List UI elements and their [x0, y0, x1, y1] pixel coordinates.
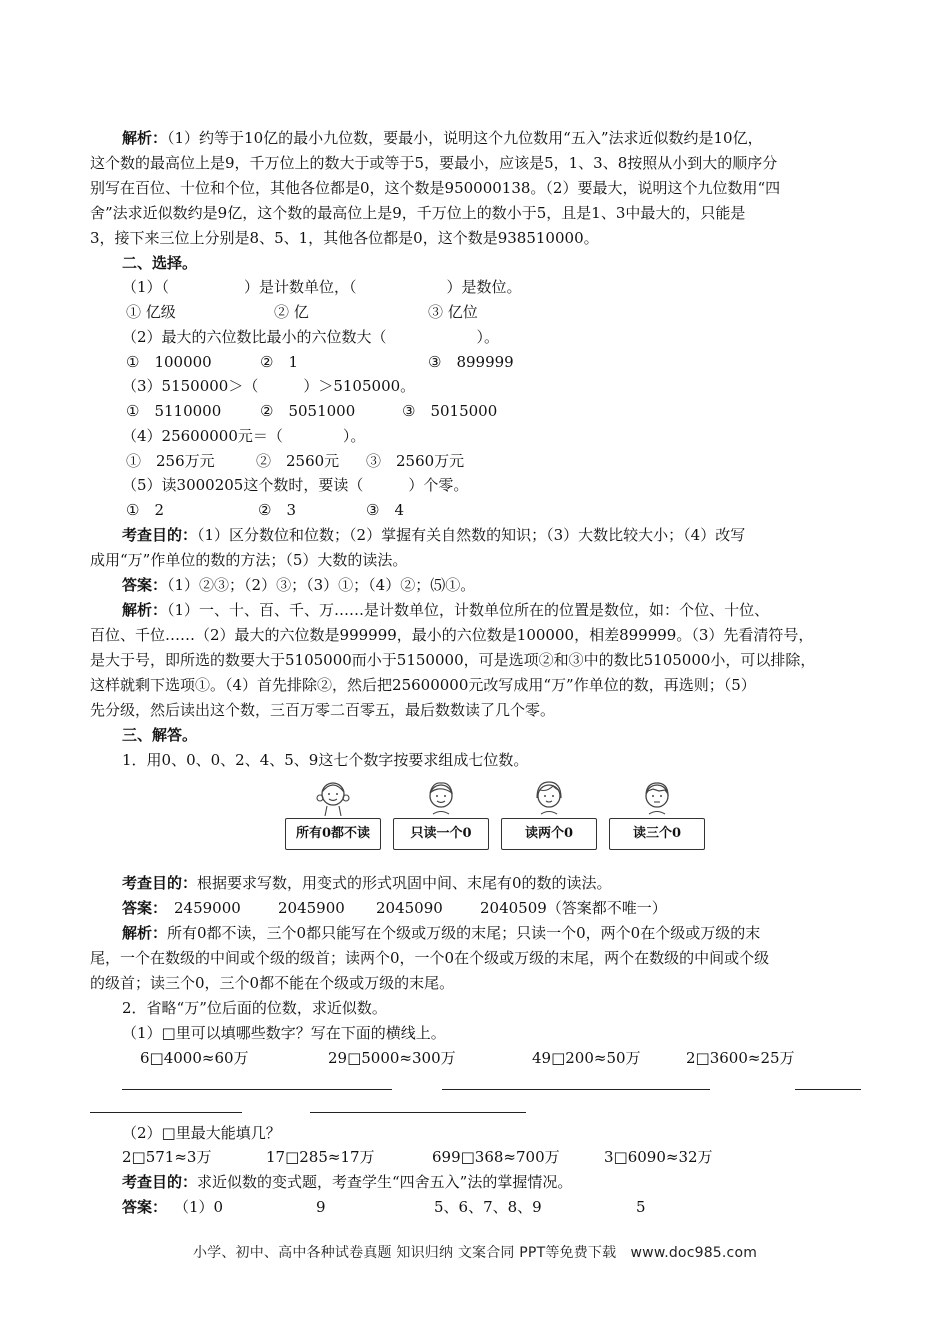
card-label: 读两个0	[501, 818, 597, 850]
option: ③ 2560万元	[366, 452, 465, 470]
sub-question-1: （1）□里可以填哪些数字？写在下面的横线上。	[122, 1024, 446, 1042]
answer-item: 2040509（答案都不唯一）	[480, 899, 667, 917]
option: ② 1	[260, 353, 298, 371]
analysis-label: 解析：	[122, 924, 168, 942]
fill-item: 49□200≈50万	[532, 1049, 641, 1067]
analysis-line: 尾，一个在数级的中间或个级的级首；读两个0，一个0在个级或万级的末尾，两个在数级的中间或个级	[90, 949, 770, 967]
purpose-line: 成用“万”作单位的数的方法；（5）大数的读法。	[90, 551, 408, 569]
option: ① 100000	[126, 353, 212, 371]
boy-face-icon	[423, 776, 459, 816]
answer-blank[interactable]	[90, 1112, 242, 1113]
option: ③ 4	[366, 501, 404, 519]
sub-question-2: （2）□里最大能填几？	[122, 1124, 281, 1142]
question-4: （4）25600000元＝（ ）。	[122, 427, 366, 445]
option: ① 亿级	[126, 303, 176, 321]
question-5: （5）读3000205这个数时，要读（ ）个零。	[122, 476, 469, 494]
section-title: 三、解答。	[122, 726, 198, 744]
fill-item: 2□571≈3万	[122, 1148, 212, 1166]
purpose-label: 考查目的：	[122, 874, 198, 892]
answer-item: 2459000	[174, 899, 241, 917]
answer-line: 答案：（1）②③；（2）③；（3）①；（4）②；⑸①。	[122, 576, 476, 594]
card-boy	[393, 776, 489, 850]
sub-question-1-items	[122, 1046, 862, 1071]
card-label: 所有0都不读	[285, 818, 381, 850]
answer-label: 答案：	[122, 576, 168, 594]
answer-label: 答案：	[122, 899, 168, 917]
option: ③ 899999	[428, 353, 514, 371]
card-man	[609, 776, 705, 850]
fill-item: 6□4000≈60万	[140, 1049, 249, 1067]
analysis-line: 是大于号，即所选的数要大于5105000而小于5150000，可是选项②和③中的数比5105000小，可以排除，	[90, 651, 816, 669]
analysis-label: 解析：	[122, 601, 168, 619]
answer-label: 答案：	[122, 1198, 168, 1216]
child-face-icon	[531, 776, 567, 816]
analysis-line: 舍”法求近似数约是9亿，这个数的最高位上是9，千万位上的数小于5，且是1、3中最大的，只能是	[90, 204, 746, 222]
speech-cards	[285, 776, 705, 850]
option: ③ 5015000	[402, 402, 498, 420]
section-title: 二、选择。	[122, 254, 198, 272]
answer-item: 5	[636, 1198, 646, 1216]
question-2: （2）最大的六位数比最小的六位数大（ ）。	[122, 328, 500, 346]
question-4-options	[122, 449, 862, 474]
purpose-line: 考查目的：根据要求写数，用变式的形式巩固中间、末尾有0的数的读法。	[122, 874, 612, 892]
answer-blank[interactable]	[442, 1089, 710, 1090]
fill-item: 3□6090≈32万	[604, 1148, 713, 1166]
question-3-options	[122, 399, 862, 424]
option: ② 3	[258, 501, 296, 519]
analysis-line: 百位、千位……（2）最大的六位数是999999，最小的六位数是100000，相差899999。（3）先看清符号，	[90, 626, 814, 644]
answer-item: 9	[316, 1198, 326, 1216]
answer-item: 2045900	[278, 899, 345, 917]
card-child	[501, 776, 597, 850]
analysis-line: 的级首；读三个0，三个0都不能在个级或万级的末尾。	[90, 974, 455, 992]
problem-1: 1．用0、0、0、2、4、5、9这七个数字按要求组成七位数。	[122, 751, 529, 769]
question-5-options	[122, 498, 862, 523]
option: ③ 亿位	[428, 303, 478, 321]
card-label: 只读一个0	[393, 818, 489, 850]
analysis-line: 3，接下来三位上分别是8、5、1，其他各位都是0，这个数是938510000。	[90, 229, 599, 247]
option: ① 5110000	[126, 402, 222, 420]
analysis-line: 这样就剩下选项①。（4）首先排除②，然后把25600000元改写成用“万”作单位的数，再选则；（5）	[90, 676, 756, 694]
option: ② 2560元	[256, 452, 340, 470]
problem-2: 2．省略“万”位后面的位数，求近似数。	[122, 999, 387, 1017]
fill-item: 699□368≈700万	[432, 1148, 560, 1166]
analysis-line: 解析：（1）约等于10亿的最小九位数，要最小，说明这个九位数用“五入”法求近似数约是10亿，	[122, 129, 763, 147]
sub-question-2-items	[90, 1145, 862, 1170]
purpose-label: 考查目的：	[122, 1173, 198, 1191]
option: ② 亿	[274, 303, 309, 321]
answer-line	[122, 1195, 862, 1220]
question-3: （3）5150000＞（ ）＞5105000。	[122, 377, 416, 395]
girl-face-icon	[315, 776, 351, 816]
answer-item: （1）0	[174, 1198, 224, 1216]
purpose-line: 考查目的：求近似数的变式题，考查学生“四舍五入”法的掌握情况。	[122, 1173, 573, 1191]
analysis-line: 解析：所有0都不读，三个0都只能写在个级或万级的末尾；只读一个0，两个0在个级或万级的末	[122, 924, 761, 942]
answer-blank[interactable]	[122, 1089, 392, 1090]
option: ① 2	[126, 501, 164, 519]
purpose-label: 考查目的：	[122, 526, 198, 544]
answer-item: 5、6、7、8、9	[434, 1198, 542, 1216]
answer-line	[122, 896, 862, 921]
fill-item: 29□5000≈300万	[328, 1049, 456, 1067]
question-1: （1）（ ）是计数单位，（ ）是数位。	[122, 278, 522, 296]
analysis-line: 别写在百位、十位和个位，其他各位都是0，这个数是950000138。（2）要最大，说明这个九位数用“四	[90, 179, 781, 197]
fill-item: 2□3600≈25万	[686, 1049, 795, 1067]
option: ② 5051000	[260, 402, 356, 420]
answer-blank[interactable]	[310, 1112, 526, 1113]
man-face-icon	[639, 776, 675, 816]
card-label: 读三个0	[609, 818, 705, 850]
analysis-label: 解析：	[122, 129, 168, 147]
fill-item: 17□285≈17万	[266, 1148, 375, 1166]
analysis-line: 这个数的最高位上是9，千万位上的数大于或等于5，要最小，应该是5，1、3、8按照从小到大的顺序分	[90, 154, 778, 172]
analysis-line: 先分级，然后读出这个数，三百万零二百零五，最后数数读了几个零。	[90, 701, 556, 719]
card-girl	[285, 776, 381, 850]
option: ① 256万元	[126, 452, 215, 470]
analysis-line: 解析：（1）一、十、百、千、万……是计数单位，计数单位所在的位置是数位，如：个位、十位、	[122, 601, 770, 619]
answer-item: 2045090	[376, 899, 443, 917]
page-footer: 小学、初中、高中各种试卷真题 知识归纳 文案合同 PPT等免费下载 www.doc985.com	[192, 1245, 758, 1261]
answer-blank[interactable]	[795, 1089, 861, 1090]
purpose-line: 考查目的：（1）区分数位和位数；（2）掌握有关自然数的知识；（3）大数比较大小；（4）改写	[122, 526, 746, 544]
question-2-options	[122, 350, 862, 375]
question-1-options	[122, 300, 862, 325]
